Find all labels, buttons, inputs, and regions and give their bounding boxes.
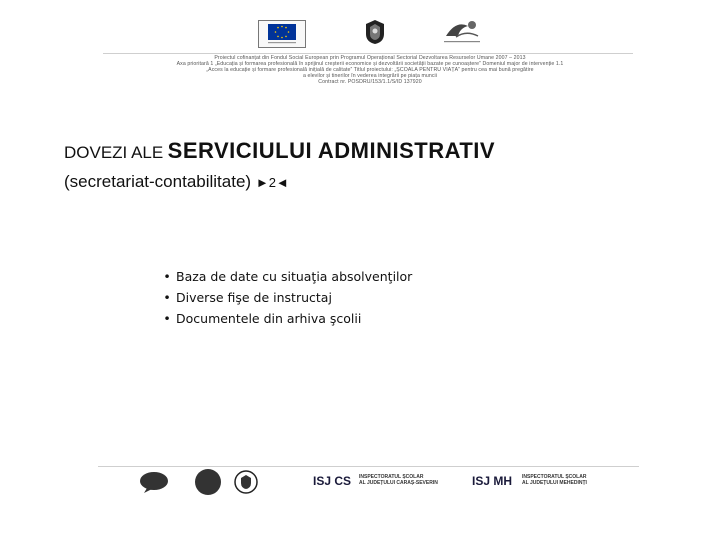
header-divider (103, 53, 633, 54)
title-main: SERVICIULUI ADMINISTRATIV (167, 138, 496, 163)
project-caption-line: „Acces la educație și formare profesională inițială de calitate” Titlul proiectului: „ȘCOALA PENTRU VIAȚĂ” pentru cea mai bună pregătire (206, 67, 534, 73)
project-caption-line: Axa prioritară 1 „Educația și formarea profesională în sprijinul creșterii economice și dezvoltării societății bazate pe cunoaștere” Domeniul major de intervenție 1.1 (176, 61, 564, 67)
title-prefix: DOVEZI ALE (64, 143, 164, 162)
slide-nav-right-icon[interactable]: ◄ (275, 175, 289, 190)
slide-subtitle (64, 172, 289, 192)
list-item: • Documentele din arhiva şcolii (158, 308, 412, 329)
isj-cs-line1: INSPECTORATUL ȘCOLAR (359, 474, 424, 480)
slide-title (64, 138, 495, 164)
isj-cs-abbr: ISJ CS (313, 474, 352, 488)
project-caption (140, 55, 600, 85)
isj-mh-abbr: ISJ MH (472, 474, 513, 488)
bullet-list (158, 266, 412, 329)
isj-cs-line2: AL JUDEȚULUI CARAȘ-SEVERIN (359, 480, 438, 486)
slide-number: 2 (268, 175, 276, 190)
romania-coat-of-arms-logo (362, 18, 388, 46)
footer-coat-of-arms-logo (234, 470, 258, 494)
isj-cs-caption (359, 474, 438, 486)
speech-bubble-logo (138, 470, 170, 494)
project-caption-line: Proiectul cofinanțat din Fondul Social European prin Programul Operațional Sectorial Dezvoltarea Resurselor Umane 2007 – 2013 (214, 55, 526, 61)
footer-divider (98, 466, 639, 467)
bird-logo (438, 16, 486, 46)
list-item: • Baza de date cu situaţia absolvenţilor (158, 266, 412, 287)
isj-mh-line1: INSPECTORATUL ȘCOLAR (522, 474, 587, 480)
eu-flag-logo (258, 20, 306, 48)
isj-mh-caption (522, 474, 587, 486)
round-badge-logo (195, 469, 221, 495)
list-item: • Diverse fişe de instructaj (158, 287, 412, 308)
slide-nav-left-icon[interactable]: ► (255, 175, 269, 190)
isj-mh-line2: AL JUDEȚULUI MEHEDINȚI (522, 480, 587, 486)
project-caption-line: Contract nr. POSDRU/153/1.1/S/ID 137920 (318, 79, 422, 85)
subtitle-text: (secretariat-contabilitate) (64, 172, 252, 191)
project-caption-line: a elevilor și tinerilor în vederea integrării pe piața muncii (302, 73, 438, 79)
